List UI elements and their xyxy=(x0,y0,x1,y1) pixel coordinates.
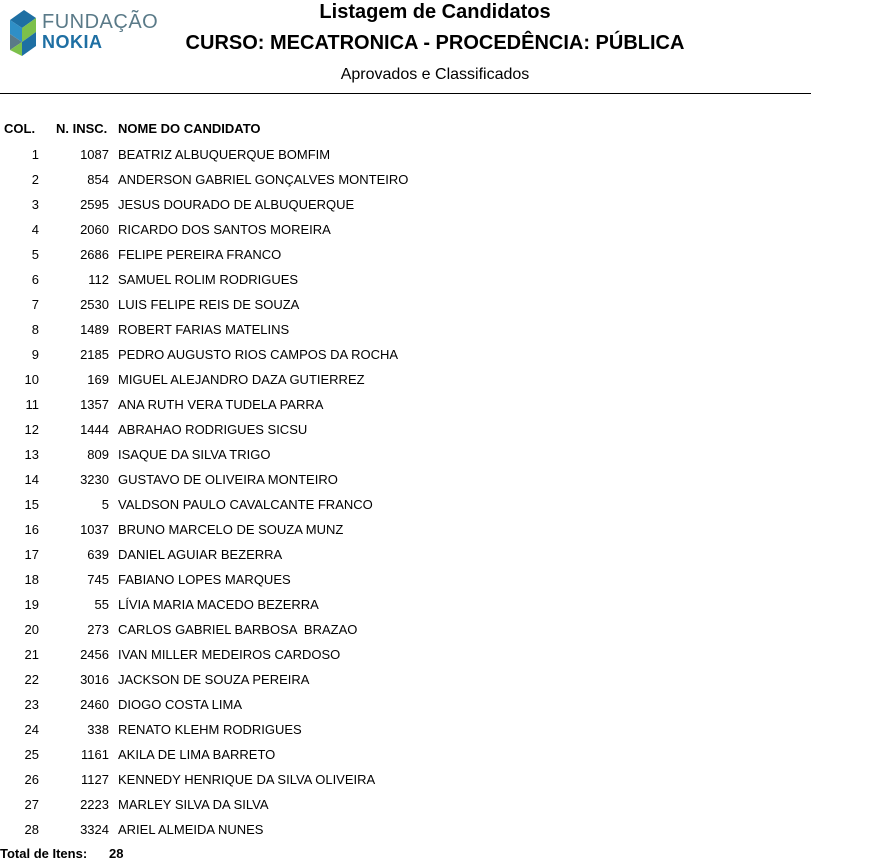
row-col: 10 xyxy=(24,372,39,387)
total-count: 28 xyxy=(109,846,124,861)
row-col: 18 xyxy=(24,572,39,587)
row-insc: 745 xyxy=(87,572,109,587)
logo-wordmark xyxy=(42,12,158,52)
table-row xyxy=(0,820,871,845)
table-row xyxy=(0,520,871,545)
row-insc: 639 xyxy=(87,547,109,562)
row-col: 14 xyxy=(24,472,39,487)
table-row xyxy=(0,270,871,295)
table-row xyxy=(0,145,871,170)
table-row xyxy=(0,345,871,370)
row-col: 27 xyxy=(24,797,39,812)
table-row xyxy=(0,195,871,220)
row-name: IVAN MILLER MEDEIROS CARDOSO xyxy=(118,647,341,662)
row-col: 11 xyxy=(25,397,39,412)
row-insc: 2595 xyxy=(80,197,109,212)
row-insc: 55 xyxy=(94,597,109,612)
row-col: 4 xyxy=(31,222,39,237)
row-col: 7 xyxy=(31,297,39,312)
total-label: Total de Itens: xyxy=(0,846,88,861)
row-insc: 3016 xyxy=(80,672,109,687)
row-name: ARIEL ALMEIDA NUNES xyxy=(118,822,264,837)
row-col: 2 xyxy=(31,172,39,187)
row-name: PEDRO AUGUSTO RIOS CAMPOS DA ROCHA xyxy=(118,347,399,362)
row-name: ISAQUE DA SILVA TRIGO xyxy=(118,447,271,462)
row-col: 26 xyxy=(24,772,39,787)
row-name: AKILA DE LIMA BARRETO xyxy=(118,747,276,762)
row-col: 16 xyxy=(24,522,39,537)
table-row xyxy=(0,495,871,520)
table-row xyxy=(0,395,871,420)
row-name: VALDSON PAULO CAVALCANTE FRANCO xyxy=(118,497,373,512)
row-insc: 1161 xyxy=(81,747,109,762)
column-header-col: COL. xyxy=(4,121,36,136)
row-col: 25 xyxy=(24,747,39,762)
row-insc: 1127 xyxy=(81,772,109,787)
row-col: 20 xyxy=(24,622,39,637)
row-name: BRUNO MARCELO DE SOUZA MUNZ xyxy=(118,522,344,537)
row-col: 8 xyxy=(31,322,39,337)
logo-line1: FUNDAÇÃO xyxy=(42,11,159,33)
table-row xyxy=(0,695,871,720)
row-col: 6 xyxy=(31,272,39,287)
page-subtitle: Aprovados e Classificados xyxy=(340,66,530,83)
table-row xyxy=(0,670,871,695)
row-col: 13 xyxy=(24,447,39,462)
row-name: MIGUEL ALEJANDRO DAZA GUTIERREZ xyxy=(118,372,365,387)
logo-line2: NOKIA xyxy=(42,32,103,52)
row-name: JESUS DOURADO DE ALBUQUERQUE xyxy=(118,197,355,212)
table-row xyxy=(0,220,871,245)
row-insc: 1444 xyxy=(80,422,109,437)
row-col: 21 xyxy=(24,647,39,662)
row-insc: 2223 xyxy=(80,797,109,812)
row-col: 5 xyxy=(31,247,39,262)
row-insc: 338 xyxy=(87,722,109,737)
row-col: 24 xyxy=(24,722,39,737)
row-name: FELIPE PEREIRA FRANCO xyxy=(118,247,282,262)
row-insc: 2456 xyxy=(80,647,109,662)
table-row xyxy=(0,295,871,320)
row-insc: 273 xyxy=(87,622,109,637)
table-row xyxy=(0,445,871,470)
row-col: 9 xyxy=(31,347,39,362)
table-row xyxy=(0,570,871,595)
row-name: RICARDO DOS SANTOS MOREIRA xyxy=(118,222,331,237)
row-insc: 169 xyxy=(87,372,109,387)
row-insc: 2185 xyxy=(80,347,109,362)
row-insc: 2686 xyxy=(80,247,109,262)
table-row xyxy=(0,170,871,195)
table-row xyxy=(0,620,871,645)
table-row xyxy=(0,720,871,745)
table-row xyxy=(0,770,871,795)
row-name: KENNEDY HENRIQUE DA SILVA OLIVEIRA xyxy=(118,772,376,787)
row-name: LUIS FELIPE REIS DE SOUZA xyxy=(118,297,300,312)
course-title: CURSO: MECATRONICA - PROCEDÊNCIA: PÚBLICA xyxy=(185,32,685,54)
column-header-name: NOME DO CANDIDATO xyxy=(118,121,261,136)
row-col: 23 xyxy=(24,697,39,712)
table-row xyxy=(0,320,871,345)
row-name: BEATRIZ ALBUQUERQUE BOMFIM xyxy=(118,147,331,162)
row-name: SAMUEL ROLIM RODRIGUES xyxy=(118,272,299,287)
column-header-insc: N. INSC. xyxy=(56,121,108,136)
table-row xyxy=(0,420,871,445)
page-title: Listagem de Candidatos xyxy=(319,1,551,23)
row-insc: 2530 xyxy=(80,297,109,312)
row-name: DIOGO COSTA LIMA xyxy=(118,697,243,712)
table-row xyxy=(0,795,871,820)
table-row xyxy=(0,245,871,270)
row-insc: 1357 xyxy=(80,397,109,412)
row-insc: 1087 xyxy=(80,147,109,162)
row-name: GUSTAVO DE OLIVEIRA MONTEIRO xyxy=(118,472,338,487)
row-col: 19 xyxy=(24,597,39,612)
row-insc: 1489 xyxy=(80,322,109,337)
table-row xyxy=(0,745,871,770)
candidate-list xyxy=(0,145,871,845)
row-insc: 809 xyxy=(87,447,109,462)
row-col: 3 xyxy=(31,197,39,212)
row-insc: 2460 xyxy=(80,697,109,712)
row-insc: 1037 xyxy=(80,522,109,537)
header-divider xyxy=(0,93,811,94)
row-name: ABRAHAO RODRIGUES SICSU xyxy=(118,422,308,437)
logo-mark-icon xyxy=(6,6,40,64)
row-name: JACKSON DE SOUZA PEREIRA xyxy=(118,672,310,687)
row-name: CARLOS GABRIEL BARBOSA BRAZAO xyxy=(118,622,358,637)
fundacao-nokia-logo xyxy=(4,4,159,64)
table-row xyxy=(0,545,871,570)
row-insc: 854 xyxy=(87,172,109,187)
row-name: ANA RUTH VERA TUDELA PARRA xyxy=(118,397,324,412)
table-row xyxy=(0,470,871,495)
row-insc: 5 xyxy=(101,497,109,512)
row-col: 12 xyxy=(24,422,39,437)
row-col: 1 xyxy=(31,147,39,162)
row-col: 15 xyxy=(24,497,39,512)
row-col: 22 xyxy=(24,672,39,687)
table-row xyxy=(0,645,871,670)
table-row xyxy=(0,370,871,395)
row-insc: 3324 xyxy=(80,822,109,837)
row-insc: 112 xyxy=(88,272,109,287)
row-insc: 2060 xyxy=(80,222,109,237)
row-insc: 3230 xyxy=(80,472,109,487)
table-row xyxy=(0,595,871,620)
row-name: RENATO KLEHM RODRIGUES xyxy=(118,722,302,737)
row-name: DANIEL AGUIAR BEZERRA xyxy=(118,547,283,562)
row-name: ROBERT FARIAS MATELINS xyxy=(118,322,290,337)
row-col: 17 xyxy=(24,547,39,562)
row-name: LÍVIA MARIA MACEDO BEZERRA xyxy=(118,597,319,612)
row-name: ANDERSON GABRIEL GONÇALVES MONTEIRO xyxy=(118,172,409,187)
row-name: FABIANO LOPES MARQUES xyxy=(118,572,291,587)
row-col: 28 xyxy=(24,822,39,837)
row-name: MARLEY SILVA DA SILVA xyxy=(118,797,269,812)
